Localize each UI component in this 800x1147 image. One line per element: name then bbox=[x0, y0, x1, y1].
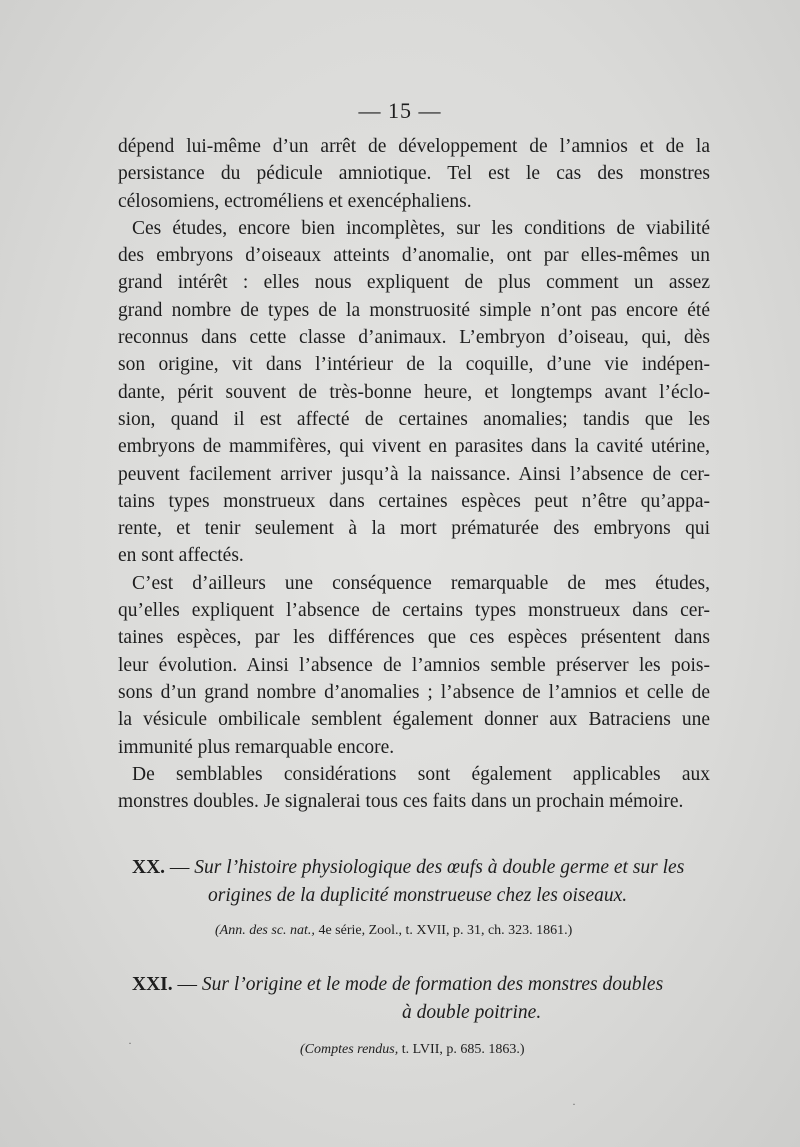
text-line: De semblables considérations sont également applicables aux bbox=[132, 763, 710, 785]
text-line: son origine, vit dans l’intérieur de la coquille, d’une vie indépen- bbox=[118, 354, 710, 376]
reference-journal: (Comptes rendus, bbox=[300, 1042, 399, 1057]
text-line: rente, et tenir seulement à la mort prématurée des embryons qui bbox=[118, 518, 710, 540]
text-line: reconnus dans cette classe d’animaux. L’embryon d’oiseau, qui, dès bbox=[118, 327, 710, 349]
text-line: tains types monstrueux dans certaines espèces peut n’être qu’appa- bbox=[118, 490, 710, 512]
page-number: — 15 — bbox=[358, 98, 442, 123]
reference-details: 4e série, Zool., t. XVII, p. 31, ch. 323. 1861.) bbox=[314, 923, 573, 938]
body-text bbox=[118, 133, 710, 815]
text-line: C’est d’ailleurs une conséquence remarquable de mes études, bbox=[132, 572, 710, 594]
text-line: des embryons d’oiseaux atteints d’anomalie, ont par elles-mêmes un bbox=[118, 245, 710, 267]
entry-dash: — bbox=[169, 857, 190, 878]
entry-title-line bbox=[132, 974, 663, 996]
text-line: immunité plus remarquable encore. bbox=[118, 736, 395, 758]
text-line: qu’elles expliquent l’absence de certains types monstrueux dans cer- bbox=[118, 600, 710, 622]
paragraph-2 bbox=[118, 215, 710, 570]
paragraph-4 bbox=[118, 761, 710, 816]
entry-title-line: à double poitrine. bbox=[402, 1002, 542, 1023]
paper-speck: · bbox=[572, 1097, 576, 1111]
text-line: persistance du pédicule amniotique. Tel est le cas des monstres bbox=[118, 163, 710, 185]
entry-reference bbox=[300, 1042, 525, 1058]
text-line: dépend lui-même d’un arrêt de développement de l’amnios et de la bbox=[118, 136, 710, 157]
paper-speck: · bbox=[128, 1036, 132, 1050]
text-line: dante, périt souvent de très-bonne heure, et longtemps avant l’éclo- bbox=[118, 381, 710, 403]
text-line: peuvent facilement arriver jusqu’à la naissance. Ainsi l’absence de cer- bbox=[118, 463, 710, 485]
entry-title: Sur l’histoire physiologique des œufs à double germe et sur les bbox=[194, 857, 685, 878]
text-line: sons d’un grand nombre d’anomalies ; l’absence de l’amnios et celle de bbox=[118, 681, 710, 703]
entry-reference bbox=[215, 923, 572, 939]
reference-journal: (Ann. des sc. nat., bbox=[215, 923, 315, 938]
text-line: sion, quand il est affecté de certaines anomalies; tandis que les bbox=[118, 408, 710, 430]
entry-number: XXI. bbox=[132, 974, 173, 995]
text-line: grand nombre de types de la monstruosité simple n’ont pas encore été bbox=[118, 299, 710, 321]
entry-title-line: origines de la duplicité monstrueuse chez les oiseaux. bbox=[208, 885, 628, 906]
text-line: grand intérêt : elles nous expliquent de plus comment un assez bbox=[118, 272, 710, 294]
text-line: la vésicule ombilicale semblent également donner aux Batraciens une bbox=[118, 709, 710, 731]
reference-details: t. LVII, p. 685. 1863.) bbox=[398, 1042, 525, 1057]
text-line: embryons de mammifères, qui vivent en parasites dans la cavité utérine, bbox=[118, 436, 710, 458]
entry-number: XX. bbox=[132, 857, 166, 878]
paragraph-1 bbox=[118, 133, 710, 215]
text-line: célosomiens, ectroméliens et exencéphaliens. bbox=[118, 190, 472, 212]
text-line: Ces études, encore bien incomplètes, sur les conditions de viabilité bbox=[132, 217, 710, 239]
paragraph-3 bbox=[118, 570, 710, 761]
text-line: monstres doubles. Je signalerai tous ces faits dans un prochain mémoire. bbox=[118, 791, 684, 813]
entry-dash: — bbox=[177, 974, 198, 995]
entry-title-line bbox=[132, 857, 684, 879]
text-line: leur évolution. Ainsi l’absence de l’amnios semble préserver les pois- bbox=[118, 654, 710, 676]
text-line: taines espèces, par les différences que ces espèces présentent dans bbox=[118, 627, 710, 649]
entry-title: Sur l’origine et le mode de formation des monstres doubles bbox=[201, 974, 664, 995]
text-line: en sont affectés. bbox=[118, 545, 244, 567]
